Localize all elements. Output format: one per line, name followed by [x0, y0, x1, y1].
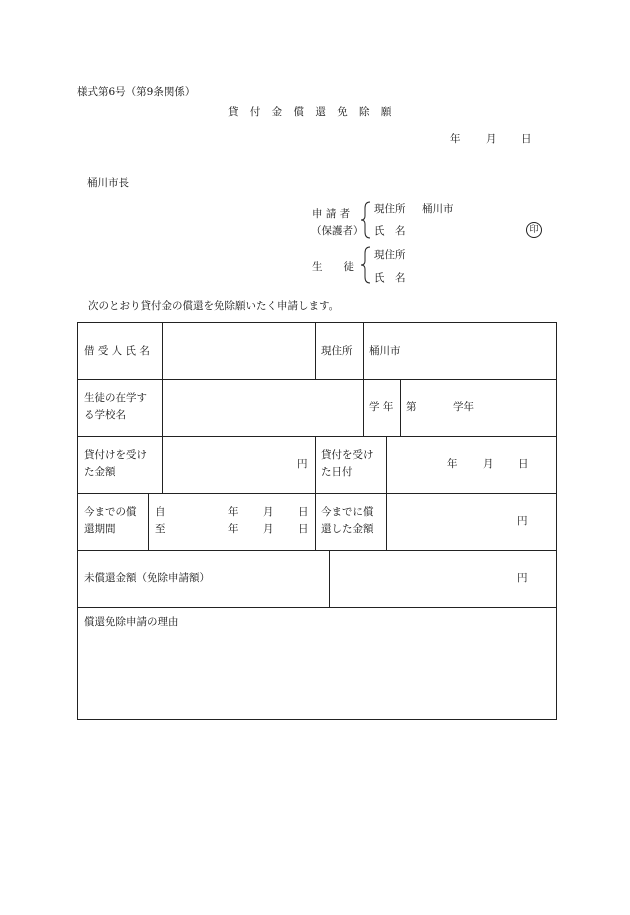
repay-period-label-line2: 還期間: [84, 523, 116, 535]
loan-date-month: 月: [483, 458, 494, 470]
loan-amount-yen: 円: [297, 458, 308, 470]
period-to-month: 月: [263, 523, 274, 535]
addressee: 桶川市長: [87, 177, 129, 189]
loan-amount-label-line2: た金額: [84, 466, 116, 478]
period-from-day: 日: [298, 506, 309, 518]
form-number: 様式第6号（第9条関係）: [77, 86, 196, 98]
applicant-address-label: 現住所: [374, 203, 406, 215]
grade-label: 学 年: [369, 401, 394, 413]
repay-period-label-line1: 今までの償: [84, 506, 137, 518]
applicant-label: 申 請 者: [312, 208, 351, 220]
document-title: 貸 付 金 償 還 免 除 願: [228, 106, 396, 118]
student-name-label: 氏 名: [374, 272, 406, 284]
grade-suffix: 学年: [453, 401, 474, 413]
school-name-field[interactable]: [168, 399, 358, 416]
intro-text: 次のとおり貸付金の償還を免除願いたく申請します。: [88, 300, 340, 312]
date-day: 日: [521, 133, 532, 145]
current-address-label: 現住所: [321, 345, 353, 357]
student-label: 生 徒: [312, 261, 354, 273]
period-to-label: 至: [155, 523, 166, 535]
unpaid-amount-yen: 円: [517, 572, 528, 584]
period-to-day: 日: [298, 523, 309, 535]
repaid-amount-label-line1: 今までに償: [321, 506, 374, 518]
borrower-name-label: 借 受 人 氏 名: [84, 345, 150, 357]
applicant-brace: [360, 200, 372, 240]
school-label-line1: 生徒の在学す: [84, 392, 147, 404]
reason-label: 償還免除申請の理由: [84, 616, 179, 628]
school-label-line2: る学校名: [84, 409, 126, 421]
loan-date-label-line1: 貸付を受け: [321, 449, 374, 461]
reason-field[interactable]: [84, 635, 544, 711]
unpaid-amount-label: 未償還金額（免除申請額）: [84, 572, 210, 584]
student-address-label: 現住所: [374, 249, 406, 261]
period-from-month: 月: [263, 506, 274, 518]
loan-date-day: 日: [518, 458, 529, 470]
period-from-year: 年: [228, 506, 239, 518]
period-from-label: 自: [155, 506, 166, 518]
current-address-value[interactable]: 桶川市: [369, 345, 401, 357]
borrower-name-field[interactable]: [168, 343, 308, 360]
loan-amount-label-line1: 貸付けを受け: [84, 449, 147, 461]
grade-prefix: 第: [406, 401, 417, 413]
application-table: [77, 322, 557, 720]
applicant-sublabel: （保護者）: [311, 225, 364, 237]
loan-date-year: 年: [447, 458, 458, 470]
date-year: 年: [450, 133, 461, 145]
period-to-year: 年: [228, 523, 239, 535]
repaid-amount-label-line2: 還した金額: [321, 523, 374, 535]
applicant-name-label: 氏 名: [374, 225, 406, 237]
applicant-address-value: 桶川市: [422, 203, 454, 215]
loan-date-label-line2: た日付: [321, 466, 353, 478]
seal-mark: 印: [526, 222, 542, 238]
date-month: 月: [486, 133, 497, 145]
student-brace: [360, 245, 372, 285]
repaid-amount-yen: 円: [517, 515, 528, 527]
